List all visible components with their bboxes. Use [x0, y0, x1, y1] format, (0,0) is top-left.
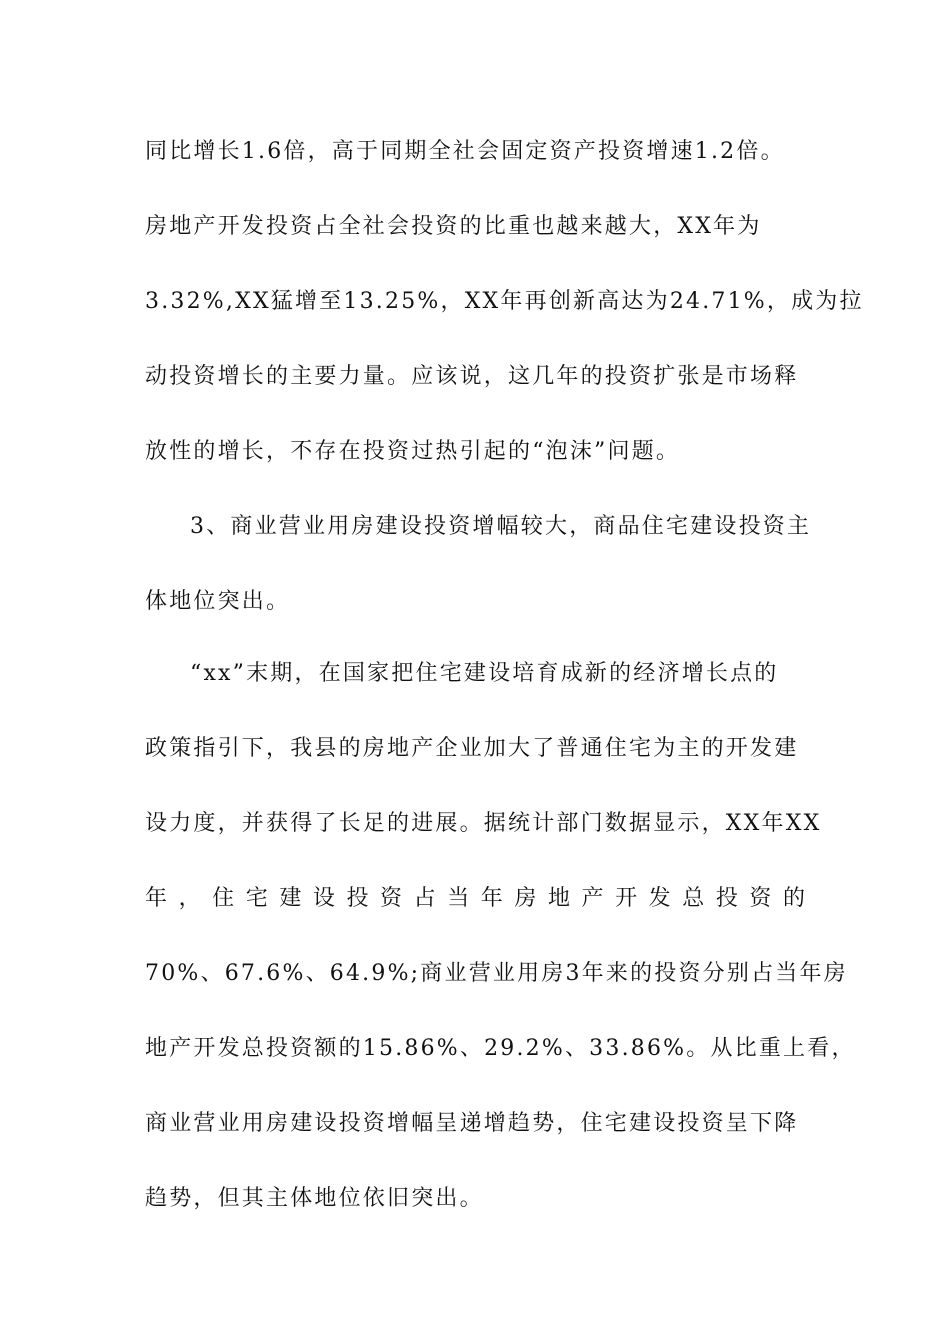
justified-char: ， [178, 886, 201, 911]
text-line: “xx”末期，在国家把住宅建设培育成新的经济增长点的 [190, 661, 779, 686]
justified-char: 房 [514, 886, 537, 911]
justified-char: 投 [346, 886, 369, 911]
justified-char: 年 [145, 886, 168, 911]
justified-char: 的 [782, 886, 805, 911]
justified-char: 投 [715, 886, 738, 911]
justified-char: 宅 [245, 886, 268, 911]
text-line-justified [145, 879, 805, 919]
text-line: 政策指引下，我县的房地产企业加大了普通住宅为主的开发建 [145, 736, 799, 761]
text-line: 商业营业用房建设投资增幅呈递增趋势，住宅建设投资呈下降 [145, 1111, 799, 1136]
justified-char: 设 [312, 886, 335, 911]
text-line: 3.32%,XX猛增至13.25%，XX年再创新高达为24.71%，成为拉 [145, 289, 864, 314]
justified-char: 开 [615, 886, 638, 911]
justified-char: 年 [480, 886, 503, 911]
justified-char: 总 [682, 886, 705, 911]
justified-char: 发 [648, 886, 671, 911]
text-line: 放性的增长，不存在投资过热引起的“泡沫”问题。 [145, 439, 681, 464]
text-line: 70%、67.6%、64.9%;商业营业用房3年来的投资分别占当年房 [145, 961, 848, 986]
section-heading-continued: 体地位突出。 [145, 589, 291, 614]
justified-char: 资 [749, 886, 772, 911]
justified-char: 资 [380, 886, 403, 911]
justified-char: 当 [447, 886, 470, 911]
justified-char: 产 [581, 886, 604, 911]
text-line: 地产开发总投资额的15.86%、29.2%、33.86%。从比重上看， [145, 1036, 856, 1061]
justified-char: 建 [279, 886, 302, 911]
text-line: 动投资增长的主要力量。应该说，这几年的投资扩张是市场释 [145, 364, 799, 389]
section-heading: 3、商业营业用房建设投资增幅较大，商品住宅建设投资主 [190, 514, 812, 539]
justified-char: 地 [547, 886, 570, 911]
justified-char: 占 [413, 886, 436, 911]
text-line: 房地产开发投资占全社会投资的比重也越来越大，XX年为 [145, 214, 762, 239]
text-line: 设力度，并获得了长足的进展。据统计部门数据显示，XX年XX [145, 811, 822, 836]
text-line: 趋势，但其主体地位依旧突出。 [145, 1186, 484, 1211]
justified-char: 住 [212, 886, 235, 911]
text-line: 同比增长1.6倍，高于同期全社会固定资产投资增速1.2倍。 [145, 139, 785, 164]
